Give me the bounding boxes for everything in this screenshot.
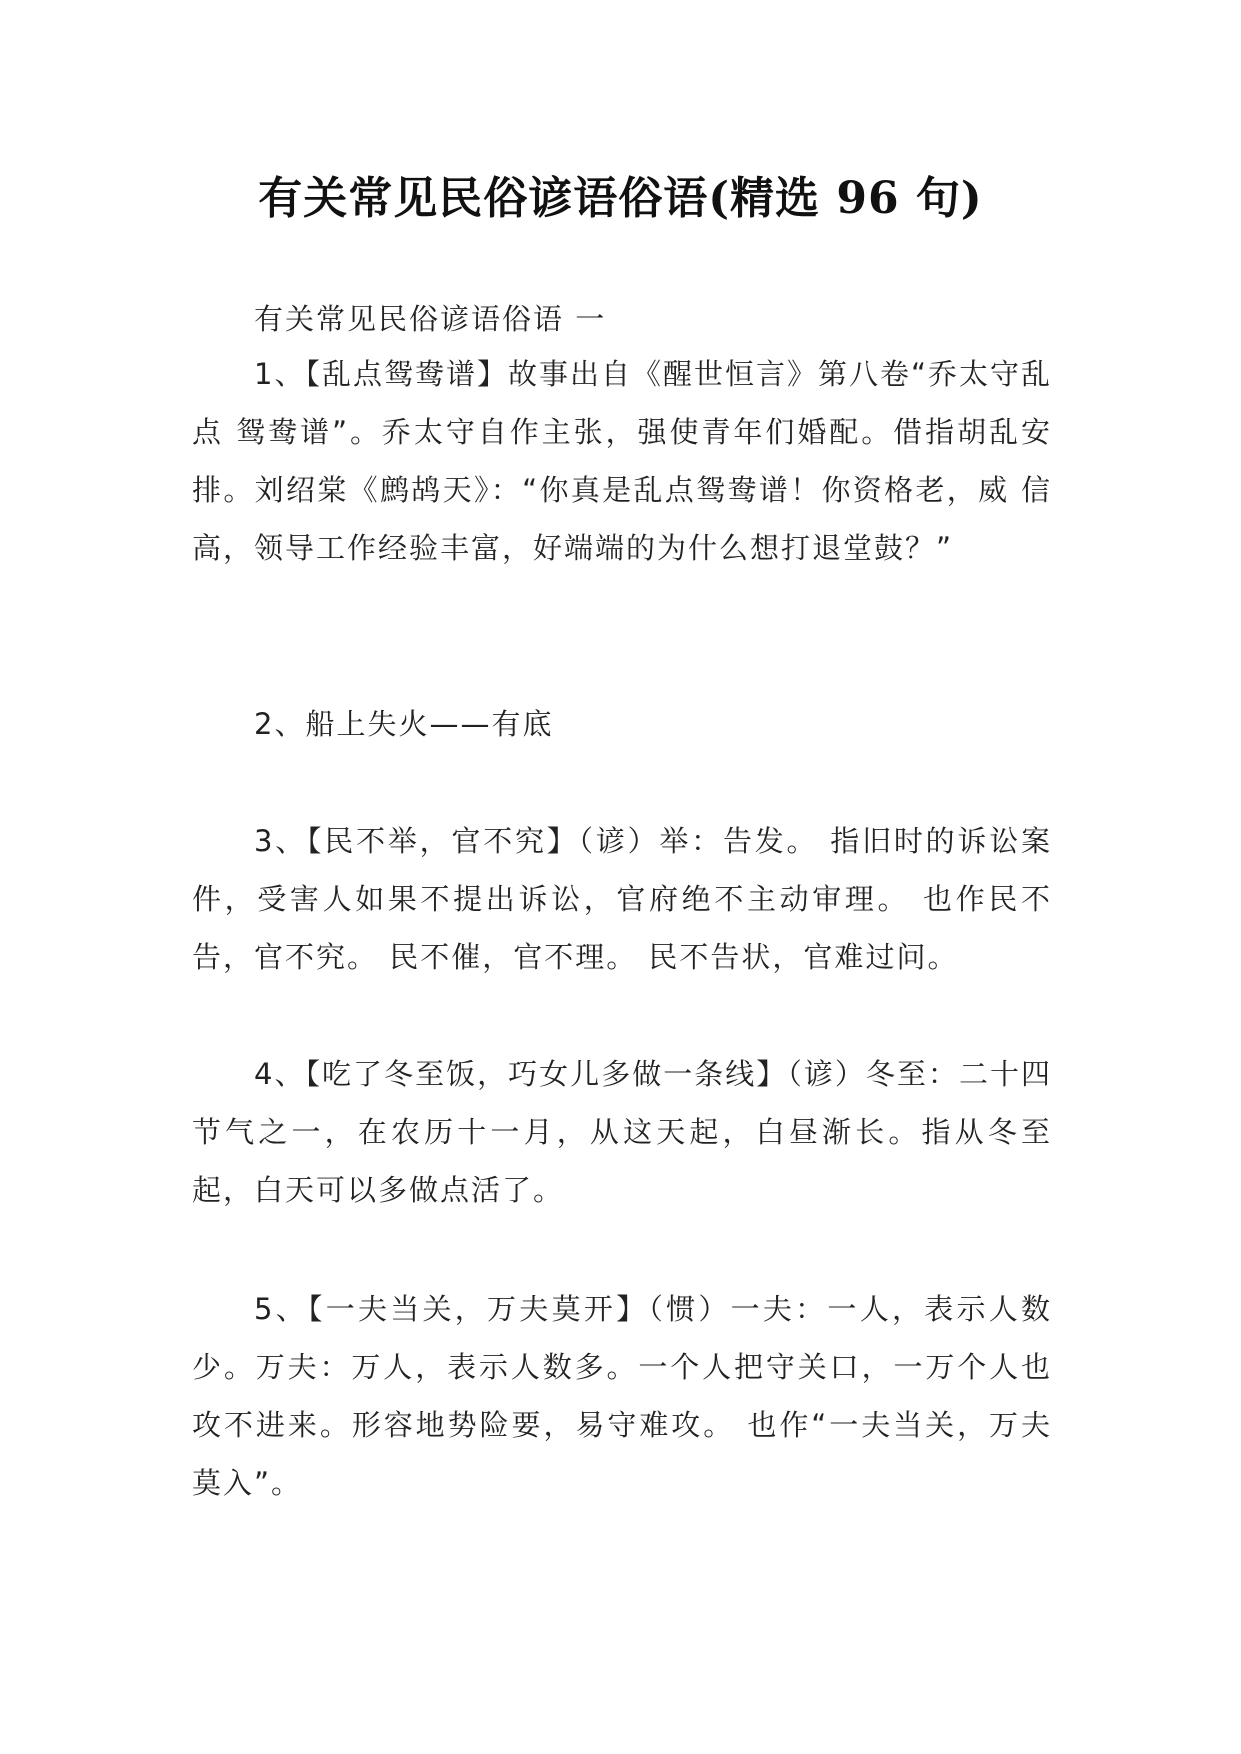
section-heading: 有关常见民俗谚语俗语 一 xyxy=(254,302,607,336)
document-title: 有关常见民俗谚语俗语(精选 96 句) xyxy=(258,173,983,225)
entry-paragraph: 5、【一夫当关，万夫莫开】（惯）一夫：一人，表示人数少。万夫：万人，表示人数多。一个人把守关口，一万个人也攻不进来。形容地势险要，易守难攻。 也作“一夫当关，万夫莫入”。 xyxy=(192,1292,1052,1500)
entry-paragraph: 2、船上失火——有底 xyxy=(254,707,554,741)
entry-paragraph: 1、【乱点鸳鸯谱】故事出自《醒世恒言》第八卷“乔太守乱点 鸳鸯谱”。乔太守自作主张，强使青年们婚配。借指胡乱安 排。刘绍棠《鹧鸪天》：“你真是乱点鸳鸯谱！你资格老，威 信高，领导工作经验丰富，好端端的为什么想打退堂鼓？” xyxy=(192,357,1052,565)
entry-paragraph: 3、【民不举，官不究】（谚）举：告发。 指旧时的诉讼案件，受害人如果不提出诉讼，官府绝不主动审理。 也作民不告，官不究。 民不催，官不理。 民不告状，官难过问。 xyxy=(192,824,1052,974)
entry-paragraph: 4、【吃了冬至饭，巧女儿多做一条线】（谚）冬至：二十四节气之一，在农历十一月，从这天起，白昼渐长。指从冬至起，白天可以多做点活了。 xyxy=(192,1057,1052,1207)
